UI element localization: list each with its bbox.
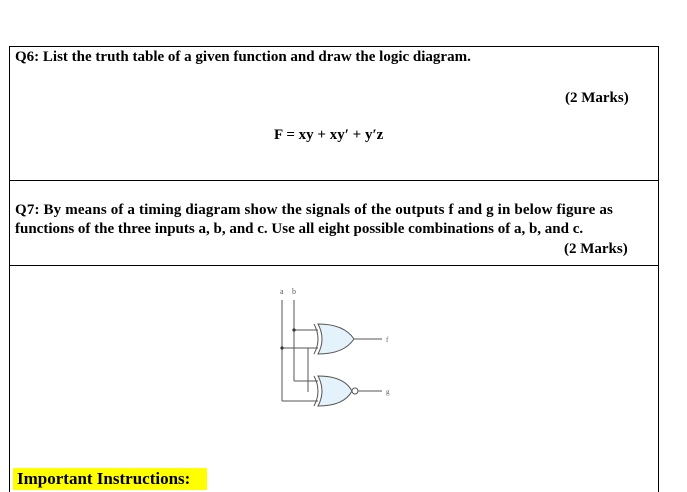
divider-q6-q7 bbox=[9, 180, 659, 181]
inversion-bubble bbox=[352, 388, 358, 394]
q6-marks: (2 Marks) bbox=[565, 90, 629, 106]
q7-marks: (2 Marks) bbox=[564, 241, 628, 257]
junction-dot bbox=[280, 346, 283, 349]
xnor-gate-2 bbox=[318, 376, 352, 406]
divider-top bbox=[9, 46, 659, 47]
q6-question: Q6: List the truth table of a given function and draw the logic diagram. bbox=[15, 49, 471, 65]
output-g-label: g bbox=[386, 388, 390, 396]
document-frame bbox=[9, 46, 659, 492]
input-b-label: b bbox=[292, 287, 296, 296]
output-f-label: f bbox=[386, 336, 389, 344]
junction-dot bbox=[292, 328, 295, 331]
important-instructions-heading: Important Instructions: bbox=[13, 468, 207, 490]
q6-formula: F = xy + xy′ + y′z bbox=[274, 127, 384, 143]
xor-gate-1-back bbox=[314, 324, 318, 354]
divider-q7-body bbox=[9, 265, 659, 266]
xor-gate-1 bbox=[318, 324, 354, 354]
q7-question-line1: Q7: By means of a timing diagram show the signals of the outputs f and g in below figure as bbox=[15, 202, 614, 218]
logic-diagram bbox=[272, 284, 402, 409]
input-a-label: a bbox=[280, 287, 284, 296]
q7-question-line2: functions of the three inputs a, b, and c. Use all eight possible combinations of a, b, and c. bbox=[15, 221, 584, 237]
